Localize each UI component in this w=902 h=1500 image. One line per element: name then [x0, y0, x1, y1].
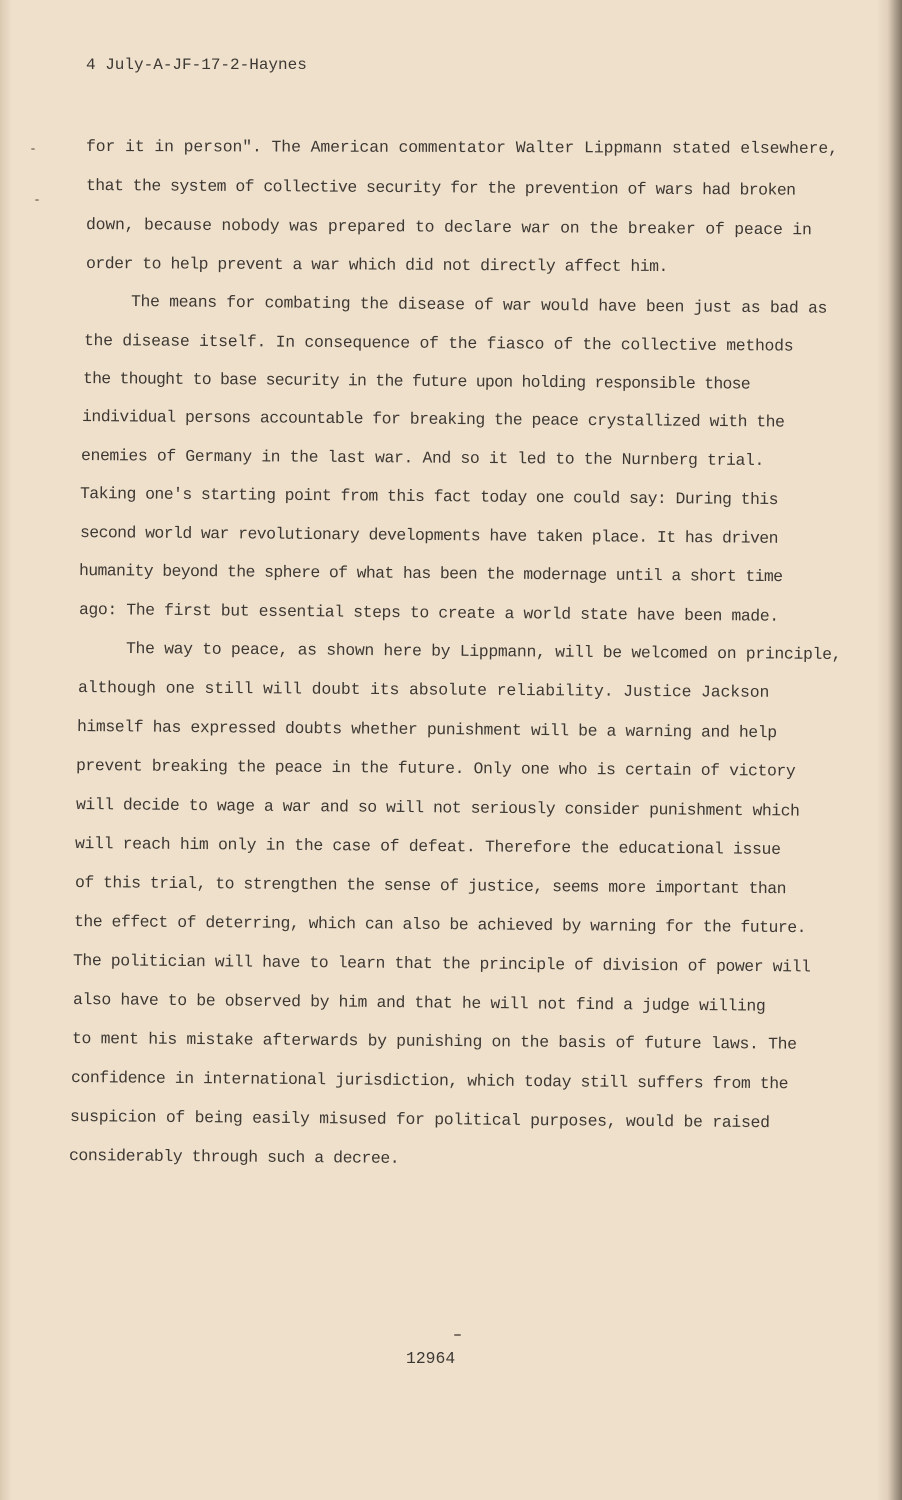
- text-line: suspicion of being easily misused for political purposes, would be raised: [69, 1107, 770, 1133]
- text-line: will reach him only in the case of defeat. Therefore the educational issue: [74, 834, 781, 859]
- text-line: although one still will doubt its absolute reliability. Justice Jackson: [77, 678, 770, 702]
- text-line: will decide to wage a war and so will not seriously consider punishment which: [75, 795, 800, 821]
- text-line: The way to peace, as shown here by Lippmann, will be welcomed on principle,: [125, 639, 842, 664]
- text-line: ago: The first but essential steps to create a world state have been made.: [78, 600, 779, 626]
- page-header-reference: 4 July-A-JF-17-2-Haynes: [86, 56, 307, 74]
- text-line: the effect of deterring, which can also be achieved by warning for the future.: [73, 912, 807, 938]
- text-line: that the system of collective security for the prevention of wars had broken: [85, 176, 796, 200]
- text-line: down, because nobody was prepared to declare war on the breaker of peace in: [85, 215, 812, 240]
- text-line: humanity beyond the sphere of what has been the modernage until a short time: [78, 561, 783, 587]
- page-right-edge: [876, 0, 902, 1500]
- text-line: for it in person". The American commentator Walter Lippmann stated elsewhere,: [85, 137, 839, 158]
- text-line: enemies of Germany in the last war. And so it led to the Nurnberg trial.: [80, 446, 765, 471]
- text-line: The means for combating the disease of war would have been just as bad as: [130, 292, 828, 318]
- text-line: the thought to base security in the future upon holding responsible those: [82, 369, 750, 394]
- text-line: order to help prevent a war which did not directly affect him.: [85, 254, 668, 277]
- margin-speck: [31, 148, 35, 150]
- page-number: 12964: [406, 1349, 456, 1368]
- text-line: confidence in international jurisdiction, which today still suffers from the: [70, 1068, 789, 1094]
- text-line: second world war revolutionary developments have taken place. It has driven: [79, 523, 779, 548]
- margin-speck: [35, 199, 39, 201]
- text-line: to ment his mistake afterwards by punishing on the basis of future laws. The: [71, 1029, 797, 1054]
- page-left-edge: [0, 0, 12, 1500]
- text-line: Taking one's starting point from this fact today one could say: During this: [79, 484, 779, 510]
- text-line: of this trial, to strengthen the sense of justice, seems more important than: [74, 873, 787, 899]
- ink-mark: [454, 1334, 461, 1336]
- text-line: The politician will have to learn that the principle of division of power will: [72, 951, 811, 977]
- text-line: prevent breaking the peace in the future. Only one who is certain of victory: [75, 756, 796, 781]
- text-line: himself has expressed doubts whether punishment will be a warning and help: [76, 717, 777, 743]
- text-line: also have to be observed by him and that he will not find a judge willing: [72, 990, 766, 1016]
- text-line: considerably through such a decree.: [68, 1146, 400, 1168]
- text-line: individual persons accountable for breaking the peace crystallized with the: [81, 407, 785, 432]
- text-line: the disease itself. In consequence of the fiasco of the collective methods: [83, 331, 794, 356]
